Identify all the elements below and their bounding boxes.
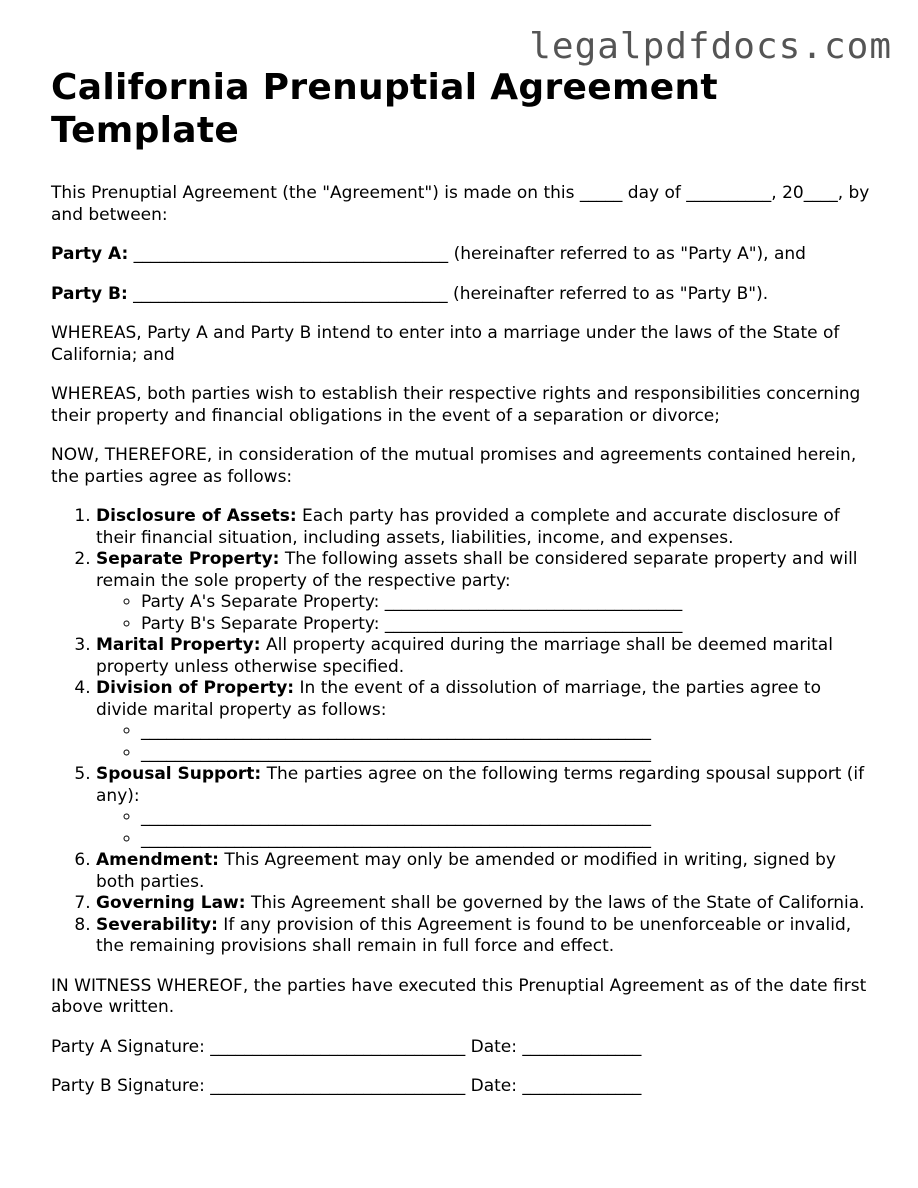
clause-sublist <box>96 592 873 635</box>
witness-paragraph: IN WITNESS WHEREOF, the parties have executed this Prenuptial Agreement as of the date first above written. <box>51 975 867 1017</box>
clause-text: If any provision of this Agreement is found to be unenforceable or invalid, the remaining provisions shall remain in full force and effect. <box>96 914 852 956</box>
clause-item <box>96 893 873 915</box>
sub-item: ◦ Party B's Separate Property: ___________________________________ <box>141 614 873 636</box>
clause-title: Governing Law: <box>96 893 246 913</box>
clause-item <box>96 549 873 635</box>
sub-item: ◦ ____________________________________________________________ <box>141 721 873 743</box>
party-b-line <box>51 284 873 306</box>
signature-b-line: Party B Signature: ______________________________ Date: ______________ <box>51 1076 642 1096</box>
sub-item: ◦ ____________________________________________________________ <box>141 807 873 829</box>
document-title: California Prenuptial Agreement Template <box>51 67 718 151</box>
clause-title: Severability: <box>96 914 218 935</box>
clause-text: The following assets shall be considered separate property and will remain the sole property of the respective party: <box>96 549 858 591</box>
clause-title: Division of Property: <box>96 678 295 698</box>
now-therefore-paragraph: NOW, THEREFORE, in consideration of the mutual promises and agreements contained herein, the parties agree as follows: <box>51 445 857 487</box>
clause-text: Each party has provided a complete and accurate disclosure of their financial situation, including assets, liabilities, income, and expenses. <box>96 506 840 548</box>
party-b-label: Party B: <box>51 283 128 304</box>
clause-title: Marital Property: <box>96 635 261 655</box>
party-a-line <box>51 244 873 266</box>
clause-text: All property acquired during the marriage shall be deemed marital property unless otherwise specified. <box>96 635 833 677</box>
sub-item: ◦ ____________________________________________________________ <box>141 743 873 765</box>
clauses-list <box>51 506 873 958</box>
clause-title: Separate Property: <box>96 549 280 569</box>
clause-item <box>96 678 873 764</box>
clause-item <box>96 635 873 678</box>
clause-sublist <box>96 721 873 764</box>
clause-sublist <box>96 807 873 850</box>
sub-item: ◦ ____________________________________________________________ <box>141 829 873 851</box>
whereas-1-paragraph: WHEREAS, Party A and Party B intend to enter into a marriage under the laws of the State of California; and <box>51 323 840 365</box>
clause-text: This Agreement shall be governed by the laws of the State of California. <box>245 893 865 913</box>
watermark-text: legalpdfdocs.com <box>529 26 892 67</box>
clause-text: The parties agree on the following terms regarding spousal support (if any): <box>96 764 865 806</box>
clause-title: Spousal Support: <box>96 764 262 784</box>
party-a-text: _____________________________________ (hereinafter referred to as "Party A"), and <box>128 244 806 264</box>
clause-item <box>96 506 873 549</box>
document-body <box>51 66 873 1098</box>
clause-text: In the event of a dissolution of marriage, the parties agree to divide marital property as follows: <box>96 678 822 720</box>
clause-item <box>96 764 873 850</box>
clause-title: Disclosure of Assets: <box>96 506 297 526</box>
party-a-label: Party A: <box>51 244 129 264</box>
clause-item <box>96 915 873 958</box>
sub-item: ◦ Party A's Separate Property: ___________________________________ <box>141 592 873 614</box>
signature-a-line: Party A Signature: ______________________________ Date: ______________ <box>51 1036 642 1057</box>
intro-paragraph: This Prenuptial Agreement (the "Agreement") is made on this _____ day of __________, 20____, by and between: <box>51 183 870 225</box>
party-b-text: _____________________________________ (hereinafter referred to as "Party B"). <box>127 283 769 304</box>
whereas-2-paragraph: WHEREAS, both parties wish to establish their respective rights and responsibilities concerning their property and financial obligations in the event of a separation or divorce; <box>51 384 861 426</box>
clause-item <box>96 850 873 893</box>
clause-text: This Agreement may only be amended or modified in writing, signed by both parties. <box>96 850 836 892</box>
clause-title: Amendment: <box>96 850 219 870</box>
